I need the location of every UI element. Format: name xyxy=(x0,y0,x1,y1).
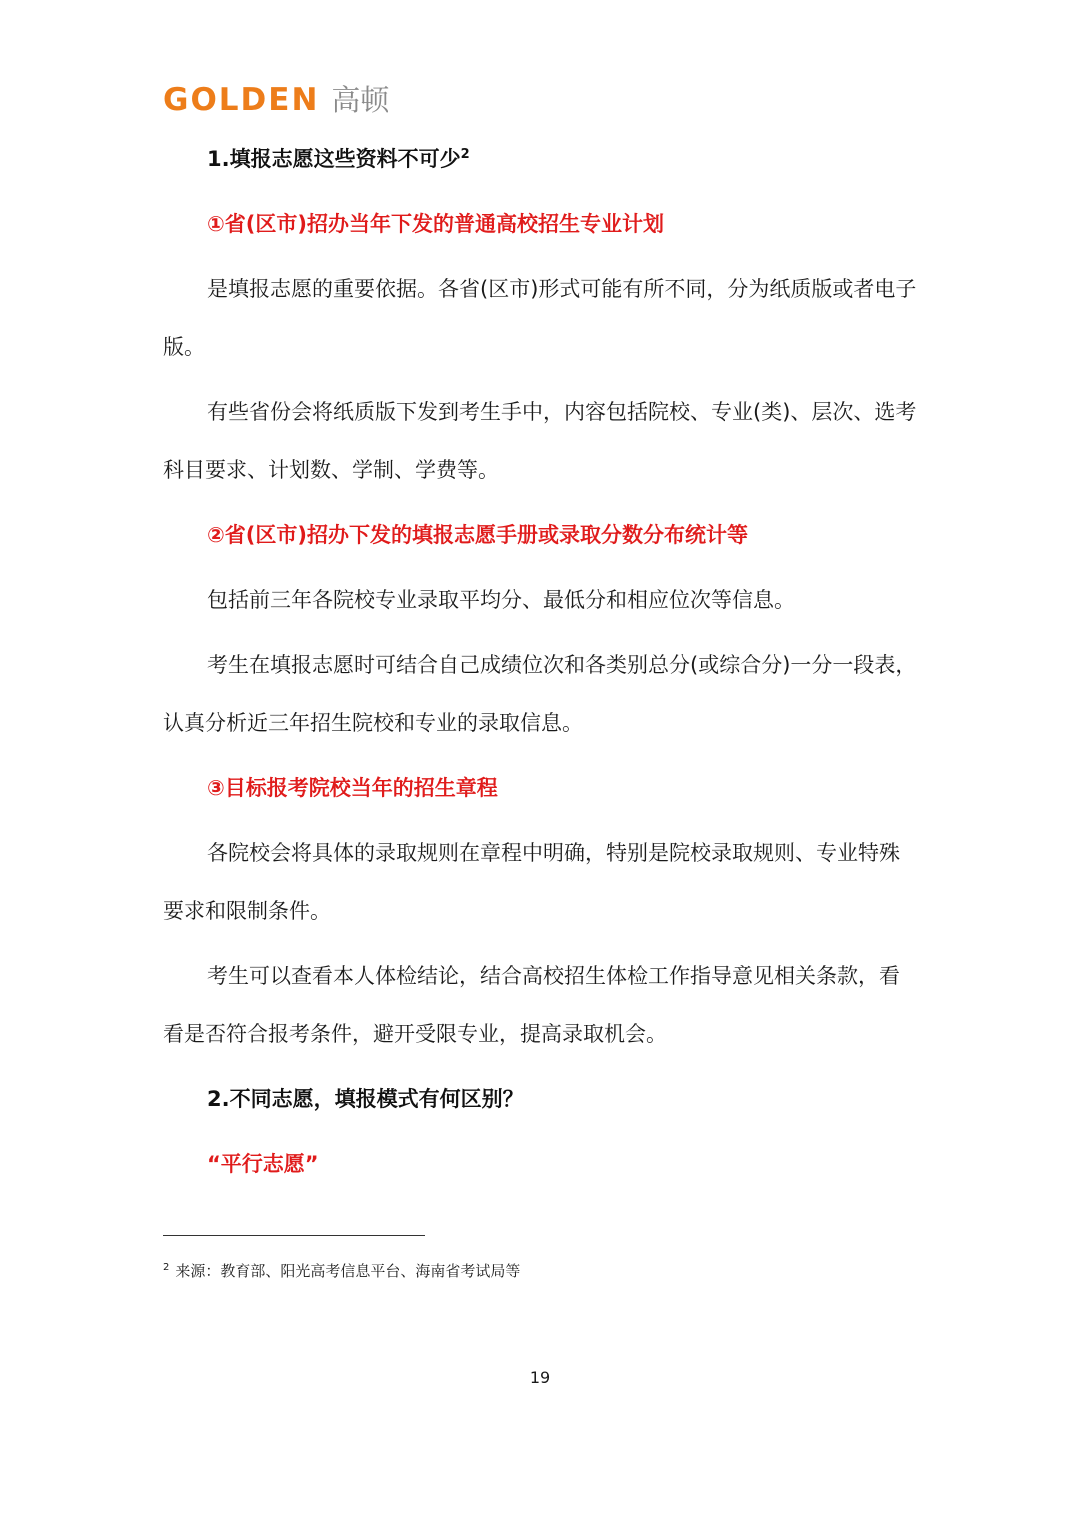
section-1-heading xyxy=(163,130,920,188)
item-3-paragraph-2: 考生可以查看本人体检结论，结合高校招生体检工作指导意见相关条款，看看是否符合报考条件，避开受限专业，提高录取机会。 xyxy=(163,964,900,1046)
section-2-heading: 2.不同志愿，填报模式有何区别？ xyxy=(207,1087,524,1111)
logo-text-cn: 高顿 xyxy=(331,83,390,117)
page-number: 19 xyxy=(529,1368,551,1387)
footnote-reference[interactable]: 2 xyxy=(460,147,470,162)
item-2-heading: ②省(区市)招办下发的填报志愿手册或录取分数分布统计等 xyxy=(207,523,748,547)
item-3-paragraph-1: 各院校会将具体的录取规则在章程中明确，特别是院校录取规则、专业特殊要求和限制条件。 xyxy=(163,841,900,923)
brand-logo xyxy=(163,80,389,120)
section-2-subheading: “平行志愿” xyxy=(207,1152,319,1176)
item-1-heading: ①省(区市)招办当年下发的普通高校招生专业计划 xyxy=(207,212,664,236)
document-body xyxy=(163,130,920,1200)
item-2-paragraph-2: 考生在填报志愿时可结合自己成绩位次和各类别总分(或综合分)一分一段表，认真分析近三年招生院校和专业的录取信息。 xyxy=(163,653,917,735)
item-3-heading: ③目标报考院校当年的招生章程 xyxy=(207,776,498,800)
footnote-marker: 2 xyxy=(163,1262,170,1273)
footnote-text: 来源：教育部、阳光高考信息平台、海南省考试局等 xyxy=(175,1262,521,1280)
section-1-title: 1.填报志愿这些资料不可少 xyxy=(207,147,461,171)
footnote-divider xyxy=(163,1235,425,1236)
footnote xyxy=(163,1255,520,1284)
item-1-paragraph-2: 有些省份会将纸质版下发到考生手中，内容包括院校、专业(类)、层次、选考科目要求、计划数、学制、学费等。 xyxy=(163,400,917,482)
item-2-paragraph-1: 包括前三年各院校专业录取平均分、最低分和相应位次等信息。 xyxy=(207,588,795,612)
item-1-paragraph-1: 是填报志愿的重要依据。各省(区市)形式可能有所不同，分为纸质版或者电子版。 xyxy=(163,277,917,359)
logo-text-en: GOLDEN xyxy=(163,82,320,118)
